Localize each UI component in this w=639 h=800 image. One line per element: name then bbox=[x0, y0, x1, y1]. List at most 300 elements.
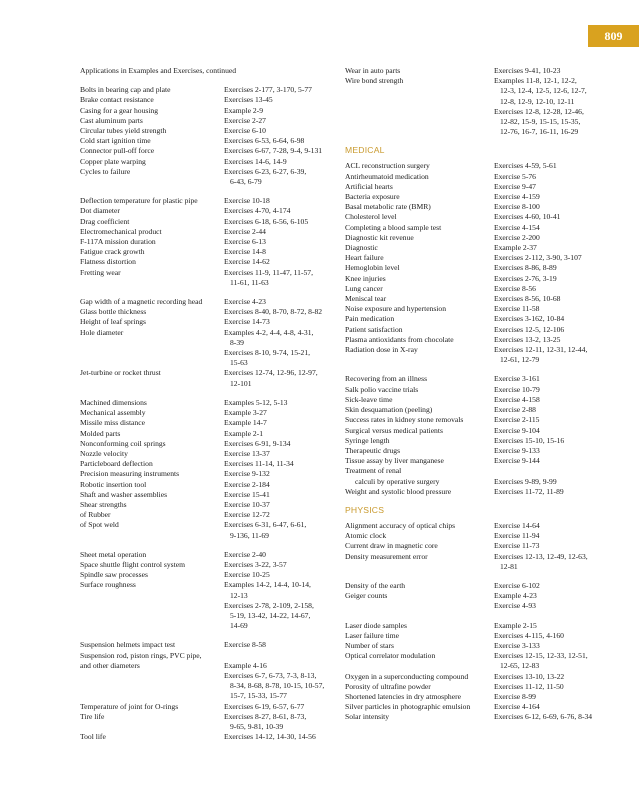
right-top-list bbox=[345, 66, 639, 137]
reference-line: Exercise 11-73 bbox=[494, 541, 540, 551]
index-term: Shear strengths bbox=[80, 499, 127, 509]
index-references bbox=[224, 439, 348, 449]
index-term: Recovering from an illness bbox=[345, 374, 428, 384]
index-references bbox=[494, 591, 639, 611]
reference-line bbox=[224, 651, 348, 661]
reference-line: Exercises 2-177, 3-170, 5-77 bbox=[224, 85, 312, 95]
index-references bbox=[224, 247, 348, 257]
index-references bbox=[494, 702, 639, 712]
index-references bbox=[494, 405, 639, 415]
index-term: Space shuttle flight control system bbox=[80, 559, 186, 569]
reference-line: Examples 5-12, 5-13 bbox=[224, 397, 288, 407]
index-entry bbox=[345, 212, 639, 222]
reference-line: Exercises 6-7, 6-73, 7-3, 8-13, bbox=[224, 670, 317, 680]
index-entry bbox=[345, 672, 639, 682]
index-entry bbox=[345, 172, 639, 182]
index-entry bbox=[80, 580, 348, 631]
index-term: Cast aluminum parts bbox=[80, 115, 143, 125]
reference-line: 12-65, 12-83 bbox=[500, 661, 540, 671]
index-references bbox=[224, 702, 348, 712]
index-references bbox=[494, 581, 639, 591]
physics-entry-list bbox=[345, 521, 639, 723]
index-term: Gap width of a magnetic recording head bbox=[80, 297, 203, 307]
reference-line: Example 3-27 bbox=[224, 408, 267, 418]
index-entry bbox=[345, 243, 639, 253]
index-entry bbox=[345, 446, 639, 456]
index-entry bbox=[345, 552, 639, 572]
index-references bbox=[494, 621, 639, 631]
reference-line: Exercises 6-53, 6-64, 6-98 bbox=[224, 136, 305, 146]
index-entry bbox=[345, 304, 639, 314]
index-entry bbox=[345, 712, 639, 722]
reference-line: Exercises 12-11, 12-31, 12-44, bbox=[494, 345, 588, 355]
index-references bbox=[224, 449, 348, 459]
reference-line: Exercise 6-102 bbox=[494, 580, 540, 590]
index-entry bbox=[345, 436, 639, 446]
index-term: Shortened latencies in dry atmosphere bbox=[345, 691, 461, 701]
index-term: Precision measuring instruments bbox=[80, 469, 180, 479]
index-references bbox=[224, 570, 348, 580]
index-term: Plasma antioxidants from chocolate bbox=[345, 334, 454, 344]
index-term: Cholesterol level bbox=[345, 212, 397, 222]
index-term: Suspension rod, piston rings, PVC pipe, bbox=[80, 650, 202, 660]
reference-line: Example 4-16 bbox=[224, 660, 267, 670]
index-term: and other diameters bbox=[80, 660, 140, 670]
index-term: Oxygen in a superconducting compound bbox=[345, 671, 469, 681]
reference-line: Exercises 8-27, 8-61, 8-73, bbox=[224, 711, 307, 721]
index-references bbox=[224, 732, 348, 742]
entry-gap bbox=[345, 612, 639, 621]
index-references bbox=[494, 415, 639, 425]
index-references bbox=[494, 202, 639, 212]
index-entry bbox=[345, 374, 639, 384]
index-entry bbox=[345, 456, 639, 466]
reference-line: Examples 14-2, 14-4, 10-14, bbox=[224, 580, 311, 590]
index-entry bbox=[345, 233, 639, 243]
index-entry bbox=[80, 469, 348, 479]
reference-line: Exercise 9-104 bbox=[494, 425, 540, 435]
reference-line: Exercises 9-89, 9-99 bbox=[494, 476, 557, 486]
reference-line: Exercise 2-44 bbox=[224, 226, 266, 236]
index-entry bbox=[345, 477, 639, 487]
index-references bbox=[494, 161, 639, 171]
index-entry bbox=[345, 702, 639, 712]
reference-line: Exercise 14-8 bbox=[224, 247, 266, 257]
index-entry bbox=[80, 237, 348, 247]
reference-line: Exercise 4-164 bbox=[494, 702, 540, 712]
index-references bbox=[224, 157, 348, 167]
index-term: Machined dimensions bbox=[80, 397, 147, 407]
index-references bbox=[224, 550, 348, 560]
index-term: Optical correlator modulation bbox=[345, 651, 436, 661]
reference-line: Exercises 6-23, 6-27, 6-39, bbox=[224, 166, 307, 176]
index-entry bbox=[80, 520, 348, 540]
index-entry bbox=[345, 641, 639, 651]
index-references bbox=[494, 263, 639, 273]
index-references bbox=[224, 146, 348, 156]
reference-line: Exercises 6-18, 6-56, 6-105 bbox=[224, 216, 309, 226]
reference-line: Exercise 8-56 bbox=[494, 283, 536, 293]
index-references bbox=[224, 317, 348, 327]
index-entry bbox=[80, 418, 348, 428]
index-term: Weight and systolic blood pressure bbox=[345, 486, 452, 496]
index-references bbox=[224, 459, 348, 469]
index-references bbox=[224, 480, 348, 490]
index-term: Connector pull-off force bbox=[80, 146, 155, 156]
index-term: calculi by operative surgery bbox=[355, 476, 440, 486]
reference-line: Exercises 12-8, 12-28, 12-46, bbox=[494, 106, 584, 116]
index-entry bbox=[345, 521, 639, 531]
index-term: Height of leaf springs bbox=[80, 317, 147, 327]
index-term: Suspension helmets impact test bbox=[80, 640, 176, 650]
reference-line: Exercises 13-10, 13-22 bbox=[494, 671, 565, 681]
reference-line: Exercise 13-37 bbox=[224, 448, 270, 458]
index-entry bbox=[80, 297, 348, 307]
index-entry bbox=[345, 192, 639, 202]
index-references bbox=[494, 294, 639, 304]
reference-line: Exercise 15-41 bbox=[224, 489, 270, 499]
reference-line: 12-13 bbox=[230, 590, 248, 600]
index-references bbox=[224, 408, 348, 418]
index-entry bbox=[345, 541, 639, 551]
index-term: Knee injuries bbox=[345, 273, 386, 283]
index-entry bbox=[80, 408, 348, 418]
index-term: Shaft and washer assemblies bbox=[80, 489, 168, 499]
index-entry bbox=[80, 459, 348, 469]
index-references bbox=[494, 243, 639, 253]
right-column bbox=[345, 66, 639, 723]
index-references bbox=[224, 418, 348, 428]
index-references bbox=[224, 560, 348, 570]
index-entry bbox=[345, 284, 639, 294]
index-term: Alignment accuracy of optical chips bbox=[345, 520, 456, 530]
index-term: Nonconforming coil springs bbox=[80, 438, 166, 448]
reference-line: Exercise 3-161 bbox=[494, 374, 540, 384]
index-references bbox=[494, 531, 639, 541]
index-references bbox=[494, 182, 639, 192]
index-term: Circular tubes yield strength bbox=[80, 126, 167, 136]
reference-line: Exercises 8-40, 8-70, 8-72, 8-82 bbox=[224, 307, 323, 317]
section-heading-medical: MEDICAL bbox=[345, 145, 385, 156]
index-references bbox=[494, 456, 639, 466]
index-references bbox=[494, 284, 639, 294]
reference-line: Exercises 9-41, 10-23 bbox=[494, 66, 561, 75]
index-entry bbox=[345, 581, 639, 591]
index-references bbox=[494, 477, 639, 487]
index-entry bbox=[345, 314, 639, 324]
reference-line: Exercises 8-56, 10-68 bbox=[494, 294, 561, 304]
reference-line: 12-76, 16-7, 16-11, 16-29 bbox=[500, 127, 579, 137]
index-references bbox=[494, 712, 639, 722]
index-references bbox=[224, 297, 348, 307]
index-term: Tire life bbox=[80, 711, 105, 721]
index-entry bbox=[80, 640, 348, 650]
index-entry bbox=[345, 621, 639, 631]
index-entry bbox=[345, 405, 639, 415]
index-entry bbox=[80, 368, 348, 388]
index-term: Artificial hearts bbox=[345, 181, 393, 191]
reference-line: Examples 11-8, 12-1, 12-2, bbox=[494, 76, 577, 86]
index-term: Tool life bbox=[80, 732, 106, 742]
index-entry bbox=[80, 227, 348, 237]
index-term: Salk polio vaccine trials bbox=[345, 384, 419, 394]
index-entry bbox=[345, 161, 639, 171]
index-term: Silver particles in photographic emulsion bbox=[345, 702, 471, 712]
index-term: Success rates in kidney stone removals bbox=[345, 415, 464, 425]
index-references bbox=[494, 446, 639, 456]
left-column bbox=[80, 66, 348, 742]
index-references bbox=[224, 116, 348, 126]
reference-line: Exercise 2-88 bbox=[494, 405, 536, 415]
index-references bbox=[224, 469, 348, 479]
reference-line: Exercises 12-15, 12-33, 12-51, bbox=[494, 651, 588, 661]
index-entry bbox=[80, 429, 348, 439]
index-references bbox=[494, 233, 639, 243]
reference-line: Exercise 11-94 bbox=[494, 531, 540, 541]
index-references bbox=[494, 66, 639, 76]
reference-line: 9-136, 11-69 bbox=[230, 530, 269, 540]
reference-line: Exercise 2-115 bbox=[494, 415, 540, 425]
index-term: Meniscal tear bbox=[345, 294, 387, 304]
index-references bbox=[494, 521, 639, 531]
index-entry bbox=[80, 560, 348, 570]
index-references bbox=[494, 682, 639, 692]
reference-line: Exercise 10-37 bbox=[224, 499, 270, 509]
index-entry bbox=[345, 66, 639, 76]
index-term: Laser failure time bbox=[345, 630, 399, 640]
index-term: Fretting wear bbox=[80, 267, 121, 277]
index-term: Laser diode samples bbox=[345, 620, 407, 630]
index-entry bbox=[80, 126, 348, 136]
entry-gap bbox=[80, 541, 348, 550]
reference-line: 12-81 bbox=[500, 561, 518, 571]
index-references bbox=[494, 651, 639, 671]
index-term: Noise exposure and hypertension bbox=[345, 304, 447, 314]
index-entry bbox=[80, 439, 348, 449]
index-references bbox=[494, 335, 639, 345]
index-references bbox=[494, 274, 639, 284]
index-term: Robotic insertion tool bbox=[80, 479, 147, 489]
index-references bbox=[224, 500, 348, 510]
entry-gap bbox=[80, 389, 348, 398]
index-references bbox=[494, 631, 639, 641]
reference-line: Exercise 2-200 bbox=[494, 232, 540, 242]
index-references bbox=[224, 126, 348, 136]
index-term: Geiger counts bbox=[345, 591, 388, 601]
index-references bbox=[494, 212, 639, 222]
index-term: Number of stars bbox=[345, 640, 394, 650]
reference-line: 15-63 bbox=[230, 358, 248, 368]
reference-line: Exercises 4-60, 10-41 bbox=[494, 212, 561, 222]
index-references bbox=[224, 217, 348, 227]
reference-line: Exercises 6-67, 7-28, 9-4, 9-131 bbox=[224, 146, 323, 156]
reference-line: 12-61, 12-79 bbox=[500, 355, 540, 365]
reference-line: 11-61, 11-63 bbox=[230, 277, 269, 287]
index-entry bbox=[80, 398, 348, 408]
index-entry bbox=[345, 631, 639, 641]
index-term: Wear in auto parts bbox=[345, 66, 401, 75]
index-entry bbox=[345, 415, 639, 425]
index-entry bbox=[345, 487, 639, 497]
index-entry bbox=[80, 480, 348, 490]
index-entry bbox=[80, 550, 348, 560]
index-entry bbox=[80, 651, 348, 661]
index-entry bbox=[345, 345, 639, 365]
reference-line bbox=[494, 466, 639, 476]
reference-line: 12-101 bbox=[230, 378, 252, 388]
index-references bbox=[494, 76, 639, 137]
index-references bbox=[224, 136, 348, 146]
reference-line: 9-65, 9-81, 10-39 bbox=[230, 721, 284, 731]
index-entry bbox=[80, 490, 348, 500]
reference-line: Exercises 4-59, 5-61 bbox=[494, 161, 557, 171]
index-entry bbox=[80, 307, 348, 317]
reference-line: Exercise 8-99 bbox=[494, 691, 536, 701]
index-term: Spindle saw processes bbox=[80, 570, 148, 580]
index-term: Deflection temperature for plastic pipe bbox=[80, 196, 198, 206]
index-term: Fatigue crack growth bbox=[80, 247, 145, 257]
index-entry bbox=[80, 317, 348, 327]
reference-line: 12-82, 15-9, 15-15, 15-35, bbox=[500, 117, 581, 127]
index-entry bbox=[80, 702, 348, 712]
reference-line: Exercises 6-19, 6-57, 6-77 bbox=[224, 701, 305, 711]
index-term: Porosity of ultrafine powder bbox=[345, 681, 431, 691]
index-term: Particleboard deflection bbox=[80, 459, 153, 469]
index-entry bbox=[80, 661, 348, 702]
reference-line: Exercise 4-154 bbox=[494, 222, 540, 232]
reference-line: Example 4-23 bbox=[494, 591, 537, 601]
reference-line: Exercises 3-162, 10-84 bbox=[494, 314, 565, 324]
reference-line: Exercises 14-12, 14-30, 14-56 bbox=[224, 732, 316, 742]
index-references bbox=[224, 510, 348, 520]
index-entry bbox=[80, 106, 348, 116]
index-entry bbox=[80, 146, 348, 156]
index-references bbox=[224, 206, 348, 216]
index-references bbox=[224, 167, 348, 187]
reference-line: Exercise 10-18 bbox=[224, 196, 270, 206]
index-term: Surgical versus medical patients bbox=[345, 425, 443, 435]
index-references bbox=[494, 641, 639, 651]
index-term: Density of the earth bbox=[345, 580, 406, 590]
index-references bbox=[494, 395, 639, 405]
index-entry bbox=[345, 531, 639, 541]
index-term: Brake contact resistance bbox=[80, 95, 154, 105]
index-entry bbox=[345, 466, 639, 476]
index-entry bbox=[80, 268, 348, 288]
index-term: Diagnostic kit revenue bbox=[345, 232, 414, 242]
index-references bbox=[224, 651, 348, 661]
index-entry bbox=[345, 385, 639, 395]
index-term: Hole diameter bbox=[80, 327, 124, 337]
index-entry bbox=[345, 253, 639, 263]
index-term: Current draw in magnetic core bbox=[345, 541, 438, 551]
reference-line: Exercises 4-115, 4-160 bbox=[494, 630, 564, 640]
index-term: Heart failure bbox=[345, 253, 384, 263]
index-entry bbox=[345, 692, 639, 702]
reference-line: 12-8, 12-9, 12-10, 12-11 bbox=[500, 96, 575, 106]
index-term: Sick-leave time bbox=[345, 394, 393, 404]
index-entry bbox=[345, 274, 639, 284]
index-references bbox=[494, 672, 639, 682]
index-term: of Rubber bbox=[80, 510, 111, 520]
reference-line: Exercise 14-64 bbox=[494, 520, 540, 530]
reference-line: Exercise 6-10 bbox=[224, 126, 266, 136]
index-term: Cycles to failure bbox=[80, 166, 131, 176]
index-entry bbox=[80, 95, 348, 105]
index-references bbox=[494, 426, 639, 436]
reference-line: Exercises 12-13, 12-49, 12-63, bbox=[494, 551, 588, 561]
index-references bbox=[494, 314, 639, 324]
reference-line: Exercises 6-31, 6-47, 6-61, bbox=[224, 520, 307, 530]
continued-title: Applications in Examples and Exercises, continued bbox=[80, 66, 237, 75]
index-references bbox=[224, 85, 348, 95]
reference-line: Exercises 12-5, 12-106 bbox=[494, 324, 565, 334]
reference-line: Exercise 12-72 bbox=[224, 510, 270, 520]
reference-line: Exercise 9-144 bbox=[494, 456, 540, 466]
index-entry bbox=[80, 217, 348, 227]
reference-line: Exercises 2-78, 2-109, 2-158, bbox=[224, 600, 314, 610]
index-entry bbox=[80, 449, 348, 459]
index-term: Hemoglobin level bbox=[345, 263, 400, 273]
index-entry bbox=[80, 328, 348, 369]
index-term: Temperature of joint for O-rings bbox=[80, 701, 179, 711]
index-term: Sheet metal operation bbox=[80, 549, 147, 559]
index-entry bbox=[345, 182, 639, 192]
index-term: Surface roughness bbox=[80, 580, 136, 590]
index-entry bbox=[345, 202, 639, 212]
index-references bbox=[224, 237, 348, 247]
index-references bbox=[494, 345, 639, 365]
index-references bbox=[494, 541, 639, 551]
index-entry bbox=[345, 263, 639, 273]
reference-line: Exercises 14-6, 14-9 bbox=[224, 156, 287, 166]
index-references bbox=[494, 304, 639, 314]
reference-line: Exercises 11-12, 11-50 bbox=[494, 681, 564, 691]
reference-line: Exercises 13-2, 13-25 bbox=[494, 334, 561, 344]
reference-line: Exercise 11-58 bbox=[494, 304, 540, 314]
reference-line: 12-3, 12-4, 12-5, 12-6, 12-7, bbox=[500, 86, 587, 96]
index-term: Diagnostic bbox=[345, 243, 378, 253]
reference-line: Exercise 8-100 bbox=[494, 202, 540, 212]
index-term: Mechanical assembly bbox=[80, 408, 146, 418]
index-entry bbox=[345, 682, 639, 692]
reference-line: Example 2-37 bbox=[494, 243, 537, 253]
index-entry bbox=[80, 116, 348, 126]
index-term: Molded parts bbox=[80, 428, 121, 438]
index-term: Patient satisfaction bbox=[345, 324, 403, 334]
index-entry bbox=[80, 167, 348, 187]
index-entry bbox=[80, 157, 348, 167]
reference-line: Exercise 9-132 bbox=[224, 469, 270, 479]
section-heading-physics: PHYSICS bbox=[345, 504, 385, 515]
reference-line: Exercise 4-159 bbox=[494, 192, 540, 202]
index-term: ACL reconstruction surgery bbox=[345, 161, 430, 171]
index-references bbox=[224, 268, 348, 288]
reference-line: Exercise 10-79 bbox=[494, 384, 540, 394]
index-entry bbox=[80, 136, 348, 146]
reference-line: Exercises 6-12, 6-69, 6-76, 8-34 bbox=[494, 712, 593, 722]
reference-line: Exercises 6-91, 9-134 bbox=[224, 438, 291, 448]
index-term: Lung cancer bbox=[345, 283, 383, 293]
index-references bbox=[494, 223, 639, 233]
index-references bbox=[224, 429, 348, 439]
index-references bbox=[224, 368, 348, 388]
index-entry bbox=[345, 223, 639, 233]
index-term: Pain medication bbox=[345, 314, 395, 324]
index-entry bbox=[80, 712, 348, 732]
reference-line: 8-34, 8-68, 8-78, 10-15, 10-57, bbox=[230, 681, 325, 691]
index-term: Copper plate warping bbox=[80, 156, 146, 166]
